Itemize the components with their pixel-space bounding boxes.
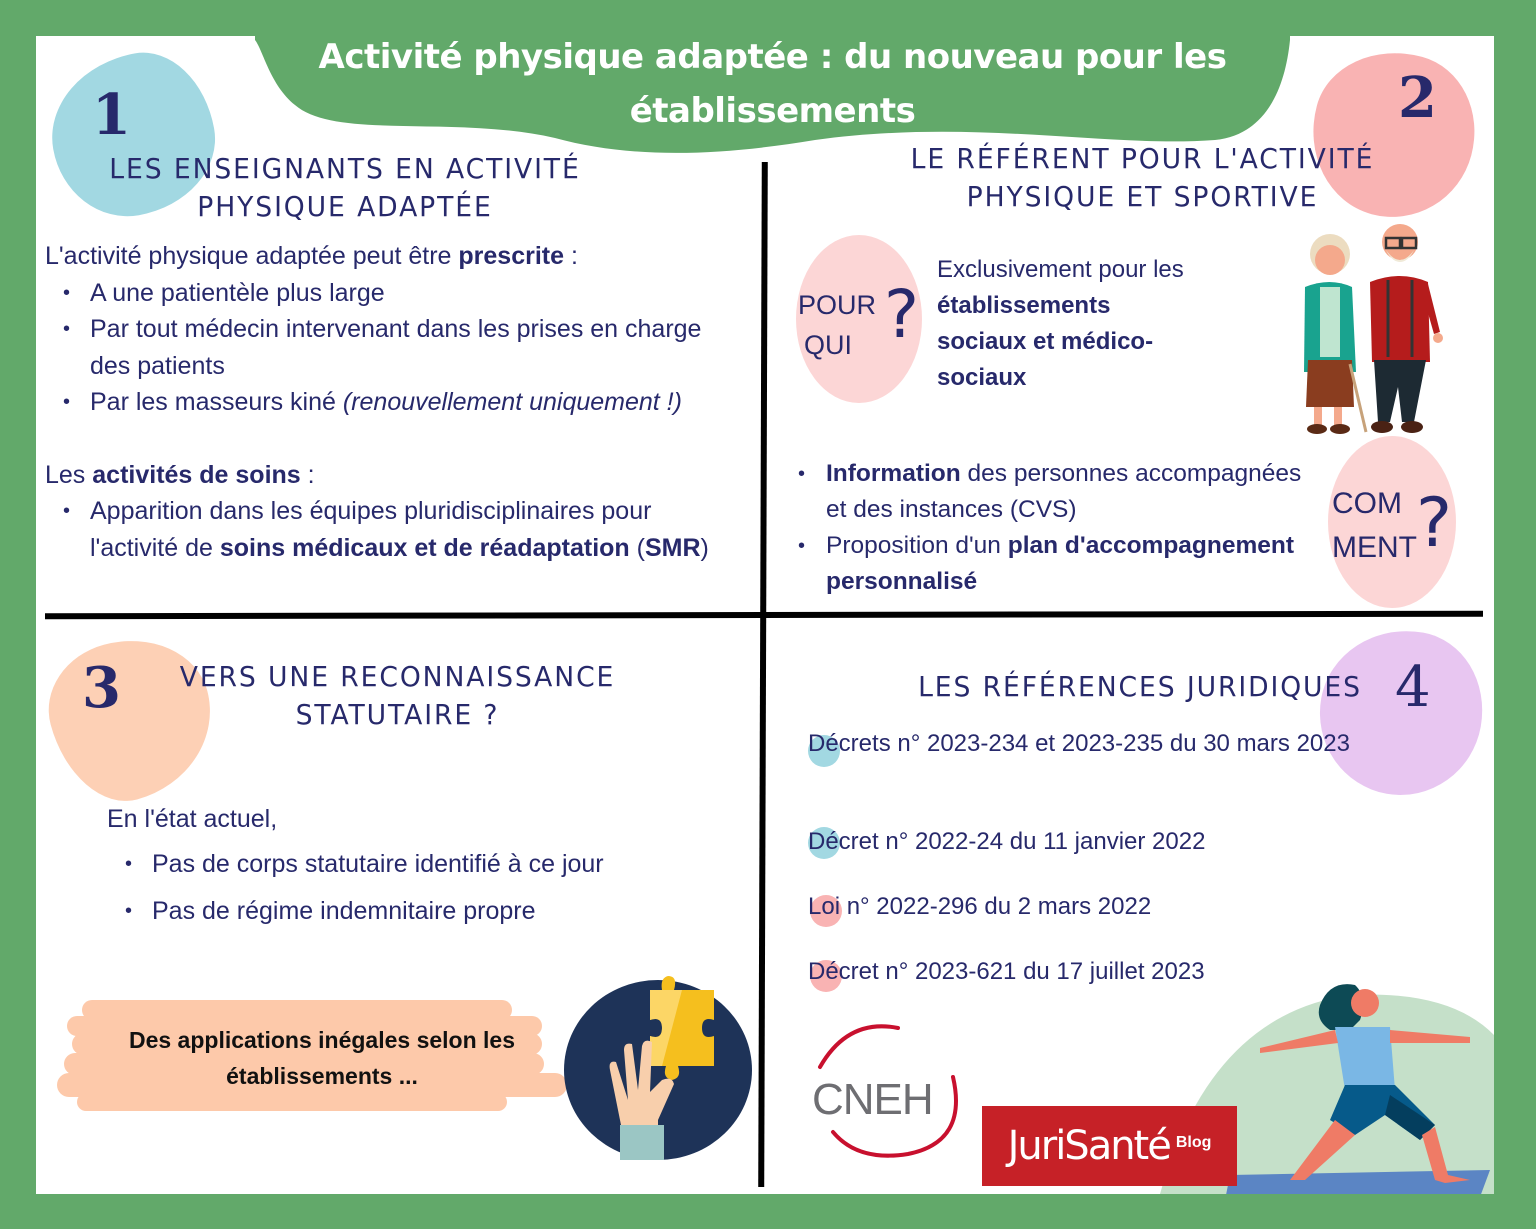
prescription-list: [45, 275, 745, 421]
page-title: Activité physique adaptée : du nouveau pour les établissements: [318, 37, 1227, 131]
section3-title: VERS UNE RECONNAISSANCE STATUTAIRE ?: [179, 660, 616, 731]
soins-list: [45, 493, 745, 566]
section1-intro: L'activité physique adaptée peut être prescrite :: [45, 242, 578, 270]
list-item: • Par les masseurs kiné (renouvellement uniquement !): [45, 384, 745, 421]
section3-number: 3: [82, 655, 121, 721]
reference-item: Décret n° 2023-621 du 17 juillet 2023: [808, 958, 1205, 985]
question-mark-icon: ?: [884, 276, 920, 353]
cneh-logo-text: CNEH: [812, 1075, 933, 1124]
section1-title: LES ENSEIGNANTS EN ACTIVITÉ PHYSIQUE ADAPTÉE: [109, 152, 581, 223]
reference-item: Loi n° 2022-296 du 2 mars 2022: [808, 893, 1152, 920]
section3-intro: En l'état actuel,: [107, 805, 278, 833]
puzzle-hand-illustration: [562, 960, 754, 1160]
reference-item: Décrets n° 2023-234 et 2023-235 du 30 mars 2023: [808, 730, 1350, 757]
jurisante-logo[interactable]: JuriSanté Blog: [982, 1106, 1237, 1186]
pour-qui-text: Exclusivement pour les établissements sociaux et médico-sociaux: [937, 256, 1184, 391]
list-item: • Information des personnes accompagnées et des instances (CVS): [780, 456, 1320, 528]
list-item: • Pas de corps statutaire identifié à ce jour: [107, 846, 747, 883]
list-item: • Apparition dans les équipes pluridisciplinaires pour l'activité de soins médicaux et de réadaptation (SMR): [45, 493, 745, 566]
pour-qui-label: POUR QUI: [798, 290, 877, 360]
soins-intro: Les activités de soins :: [45, 460, 315, 489]
list-item: • A une patientèle plus large: [45, 275, 745, 312]
section2-bullets: [780, 456, 1320, 600]
list-item: • Proposition d'un plan d'accompagnement personnalisé: [780, 528, 1320, 600]
question-mark-icon: ?: [1416, 484, 1453, 563]
section2-number: 2: [1398, 65, 1437, 131]
section1-body: [45, 238, 745, 566]
section4-title: LES RÉFÉRENCES JURIDIQUES: [918, 670, 1362, 703]
section1-number: 1: [92, 82, 131, 148]
section2-title: LE RÉFÉRENT POUR L'ACTIVITÉ PHYSIQUE ET SPORTIVE: [910, 142, 1375, 213]
section3-bullets: [107, 846, 747, 929]
highlight-text: Des applications inégales selon les établissements ...: [128, 1027, 516, 1089]
list-item: • Pas de régime indemnitaire propre: [107, 893, 747, 930]
reference-item: Décret n° 2022-24 du 11 janvier 2022: [808, 828, 1206, 855]
elderly-couple-illustration: [1290, 222, 1450, 437]
comment-label: COM MENT: [1332, 487, 1417, 564]
list-item: • Par tout médecin intervenant dans les prises en charge des patients: [45, 311, 745, 384]
section4-number: 4: [1395, 655, 1431, 720]
